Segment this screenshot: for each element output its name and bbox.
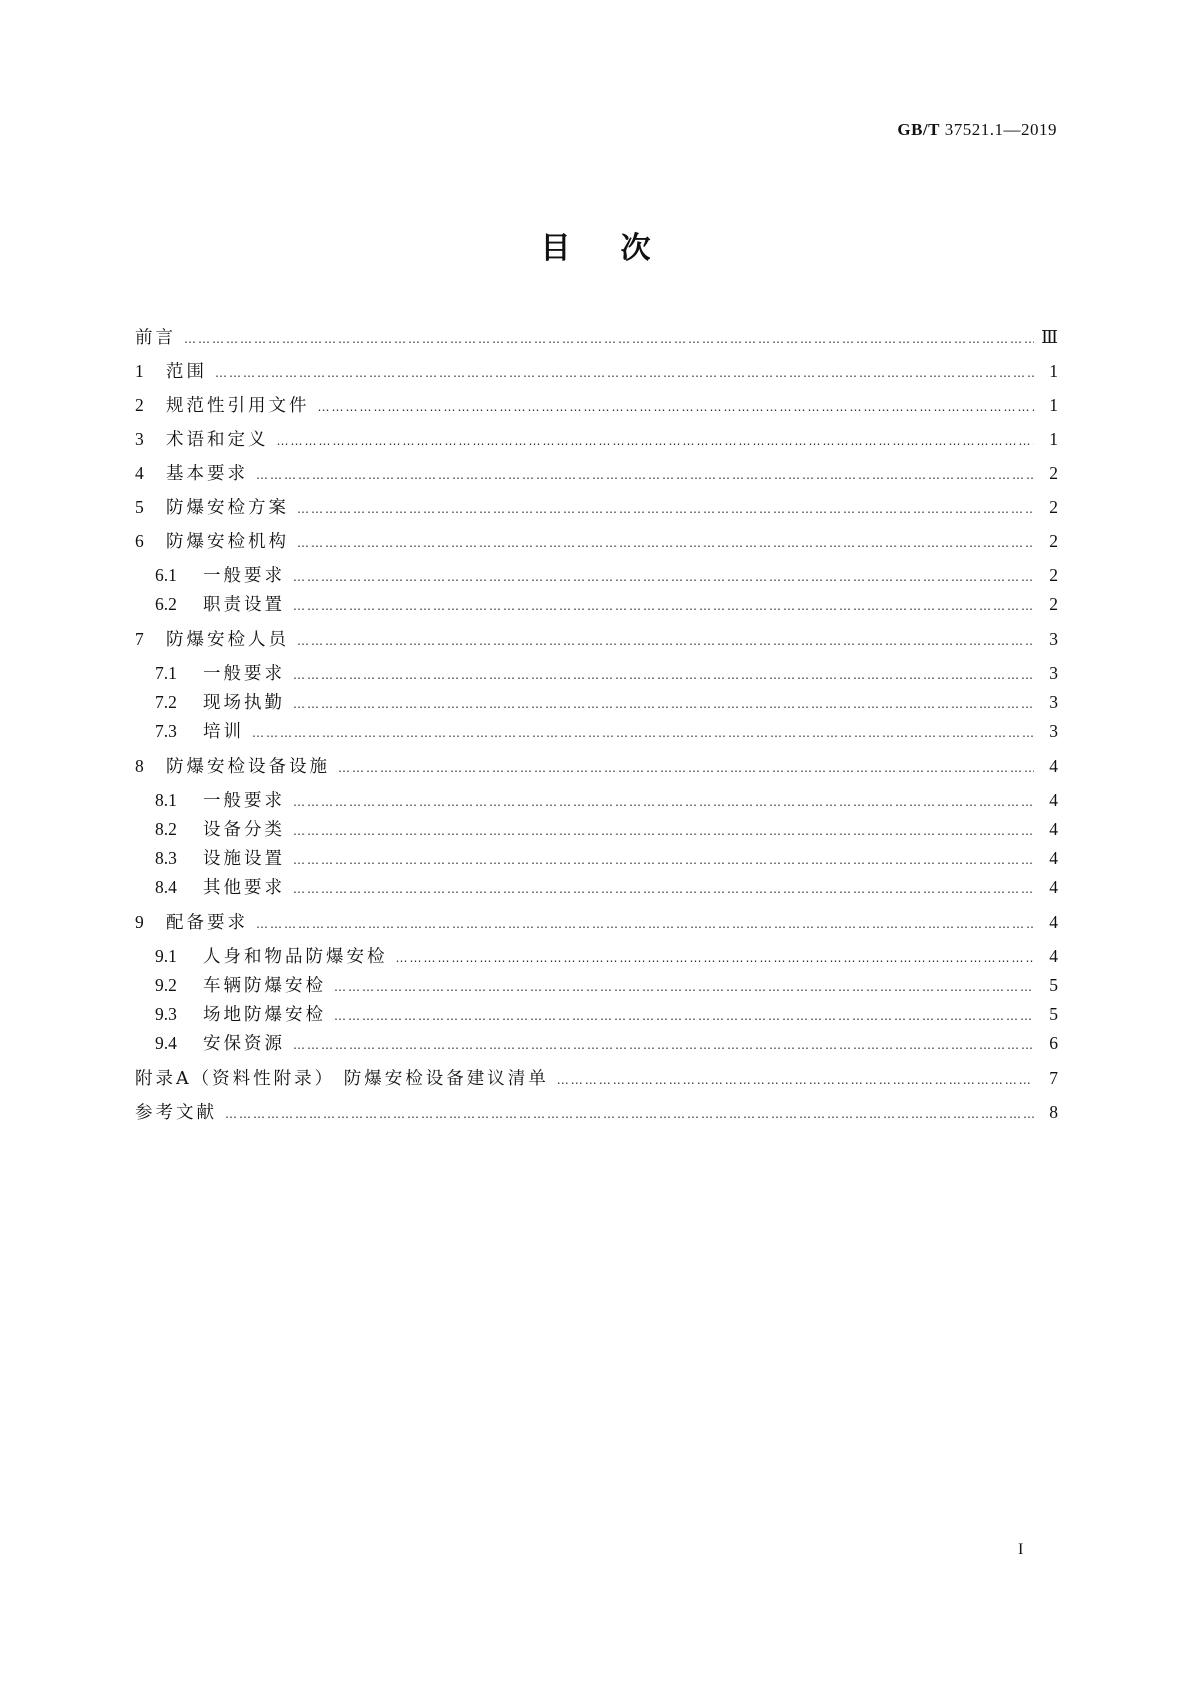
- toc-entry-page: 5: [1049, 975, 1058, 995]
- toc-entry-label: 其他要求: [203, 878, 285, 898]
- toc-entry[interactable]: [135, 462, 1058, 486]
- toc-entry[interactable]: [135, 755, 1058, 779]
- toc-entry[interactable]: [135, 1101, 1058, 1125]
- toc-entry-page: 6: [1049, 1033, 1058, 1053]
- toc-leader-dots: [293, 664, 1034, 686]
- toc-leader-dots: [293, 1034, 1034, 1056]
- toc-entry-label: 职责设置: [203, 595, 285, 615]
- toc-entry-label: 防爆安检机构: [166, 532, 289, 552]
- toc-entry[interactable]: [155, 691, 1058, 715]
- toc-entry-label: 范围: [166, 362, 207, 382]
- toc-entry[interactable]: [155, 818, 1058, 842]
- toc-entry-number: 9.4: [155, 1033, 177, 1053]
- toc-entry-page: 1: [1049, 429, 1058, 449]
- toc-entry[interactable]: [155, 876, 1058, 900]
- toc-leader-dots: [293, 693, 1034, 715]
- toc-entry[interactable]: [135, 628, 1058, 652]
- toc-entry-label: 车辆防爆安检: [203, 976, 326, 996]
- toc-entry-label: 人身和物品防爆安检: [203, 947, 388, 967]
- toc-entry[interactable]: [155, 662, 1058, 686]
- toc-entry-label: 规范性引用文件: [166, 396, 310, 416]
- toc-entry-number: 8: [135, 756, 144, 776]
- toc-entry-label: 培训: [203, 722, 244, 742]
- toc-entry-number: 8.3: [155, 848, 177, 868]
- toc-entry-page: 4: [1049, 790, 1058, 810]
- toc-entry[interactable]: [155, 564, 1058, 588]
- toc-entry-number: 9.1: [155, 946, 177, 966]
- toc-leader-dots: [184, 328, 1034, 350]
- toc-entry-number: 9.3: [155, 1004, 177, 1024]
- toc-entry[interactable]: [135, 428, 1058, 452]
- toc-entry[interactable]: [155, 1003, 1058, 1027]
- toc-leader-dots: [215, 362, 1034, 384]
- toc-entry-label: 防爆安检人员: [166, 630, 289, 650]
- toc-leader-dots: [297, 630, 1034, 652]
- toc-entry[interactable]: [135, 326, 1058, 350]
- toc-entry-number: 4: [135, 463, 144, 483]
- toc-entry-label: 基本要求: [166, 464, 248, 484]
- toc-entry-number: 8.2: [155, 819, 177, 839]
- toc-entry-number: 7: [135, 629, 144, 649]
- toc-entry-number: 9.2: [155, 975, 177, 995]
- toc-entry[interactable]: [135, 530, 1058, 554]
- toc-entry-page: 1: [1049, 361, 1058, 381]
- toc-entry-number: 6.1: [155, 565, 177, 585]
- toc-entry[interactable]: [155, 720, 1058, 744]
- toc-leader-dots: [297, 532, 1034, 554]
- toc-entry-label: 设备分类: [203, 820, 285, 840]
- toc-entry-number: 8.1: [155, 790, 177, 810]
- toc-entry[interactable]: [155, 945, 1058, 969]
- toc-entry-label: 现场执勤: [203, 693, 285, 713]
- toc-entry-number: 7.3: [155, 721, 177, 741]
- toc-leader-dots: [318, 396, 1035, 418]
- toc-entry-label: 术语和定义: [166, 430, 269, 450]
- toc-entry[interactable]: [135, 360, 1058, 384]
- toc-entry-page: 4: [1049, 946, 1058, 966]
- toc-entry-number: 8.4: [155, 877, 177, 897]
- toc-entry-label: 防爆安检方案: [166, 498, 289, 518]
- toc-entry-page: 4: [1049, 756, 1058, 776]
- toc-entry[interactable]: [155, 593, 1058, 617]
- toc-entry-number: 1: [135, 361, 144, 381]
- toc-leader-dots: [334, 976, 1034, 998]
- toc-entry-number: 7.2: [155, 692, 177, 712]
- toc-entry-number: 5: [135, 497, 144, 517]
- toc-entry-page: 5: [1049, 1004, 1058, 1024]
- toc-leader-dots: [256, 464, 1034, 486]
- toc-entry-page: 8: [1049, 1102, 1058, 1122]
- toc-entry-page: 2: [1049, 497, 1058, 517]
- toc-entry[interactable]: [135, 911, 1058, 935]
- toc-entry-page: Ⅲ: [1041, 327, 1058, 347]
- toc-leader-dots: [293, 820, 1034, 842]
- toc-entry-label: 一般要求: [203, 566, 285, 586]
- toc-entry-label: 防爆安检设备设施: [166, 757, 330, 777]
- toc-entry-page: 1: [1049, 395, 1058, 415]
- toc-entry-label: 一般要求: [203, 791, 285, 811]
- toc-entry-number: 6.2: [155, 594, 177, 614]
- toc-entry-label: 参考文献: [135, 1103, 217, 1123]
- toc-entry[interactable]: [155, 847, 1058, 871]
- toc-entry-page: 2: [1049, 463, 1058, 483]
- toc-leader-dots: [557, 1069, 1034, 1091]
- toc-leader-dots: [225, 1103, 1034, 1125]
- toc-entry-number: 9: [135, 912, 144, 932]
- toc-entry-page: 3: [1049, 721, 1058, 741]
- toc-entry[interactable]: [155, 1032, 1058, 1056]
- toc-entry-label: 一般要求: [203, 664, 285, 684]
- standard-number: [897, 120, 1057, 140]
- toc-entry[interactable]: [135, 496, 1058, 520]
- toc-entry-page: 3: [1049, 692, 1058, 712]
- toc-entry-label: 安保资源: [203, 1034, 285, 1054]
- toc-entry-page: 4: [1049, 848, 1058, 868]
- toc-leader-dots: [293, 878, 1034, 900]
- toc-leader-dots: [293, 595, 1034, 617]
- toc-leader-dots: [277, 430, 1035, 452]
- toc-entry[interactable]: [155, 974, 1058, 998]
- standard-code: GB/T: [897, 120, 940, 139]
- toc-entry-label: 场地防爆安检: [203, 1005, 326, 1025]
- standard-year: 37521.1—2019: [944, 120, 1057, 139]
- toc-entry-number: 2: [135, 395, 144, 415]
- toc-entry-page: 7: [1049, 1068, 1058, 1088]
- toc-entry[interactable]: [155, 789, 1058, 813]
- toc-entry-page: 3: [1049, 629, 1058, 649]
- toc-entry-label: 配备要求: [166, 913, 248, 933]
- toc-entry-page: 4: [1049, 877, 1058, 897]
- toc-entry-number: 6: [135, 531, 144, 551]
- toc-entry-number: 7.1: [155, 663, 177, 683]
- toc-leader-dots: [293, 791, 1034, 813]
- toc-leader-dots: [396, 947, 1035, 969]
- toc-entry-page: 3: [1049, 663, 1058, 683]
- toc-entry-number: 3: [135, 429, 144, 449]
- toc-entry-page: 2: [1049, 531, 1058, 551]
- toc-entry-page: 4: [1049, 819, 1058, 839]
- toc-entry-label: 设施设置: [203, 849, 285, 869]
- toc-entry[interactable]: [135, 1067, 1058, 1091]
- toc-entry-page: 2: [1049, 565, 1058, 585]
- toc-entry-page: 4: [1049, 912, 1058, 932]
- toc-leader-dots: [334, 1005, 1034, 1027]
- toc-leader-dots: [293, 566, 1034, 588]
- toc-leader-dots: [252, 722, 1034, 744]
- toc-entry-page: 2: [1049, 594, 1058, 614]
- toc-leader-dots: [293, 849, 1034, 871]
- toc-leader-dots: [338, 757, 1034, 779]
- toc-entry[interactable]: [135, 394, 1058, 418]
- toc-leader-dots: [297, 498, 1034, 520]
- toc-entry-label: 附录A（资料性附录） 防爆安检设备建议清单: [135, 1069, 549, 1089]
- page-number: I: [1018, 1541, 1024, 1558]
- toc-entry-label: 前言: [135, 328, 176, 348]
- page-title: 目次: [540, 231, 701, 266]
- toc-leader-dots: [256, 913, 1034, 935]
